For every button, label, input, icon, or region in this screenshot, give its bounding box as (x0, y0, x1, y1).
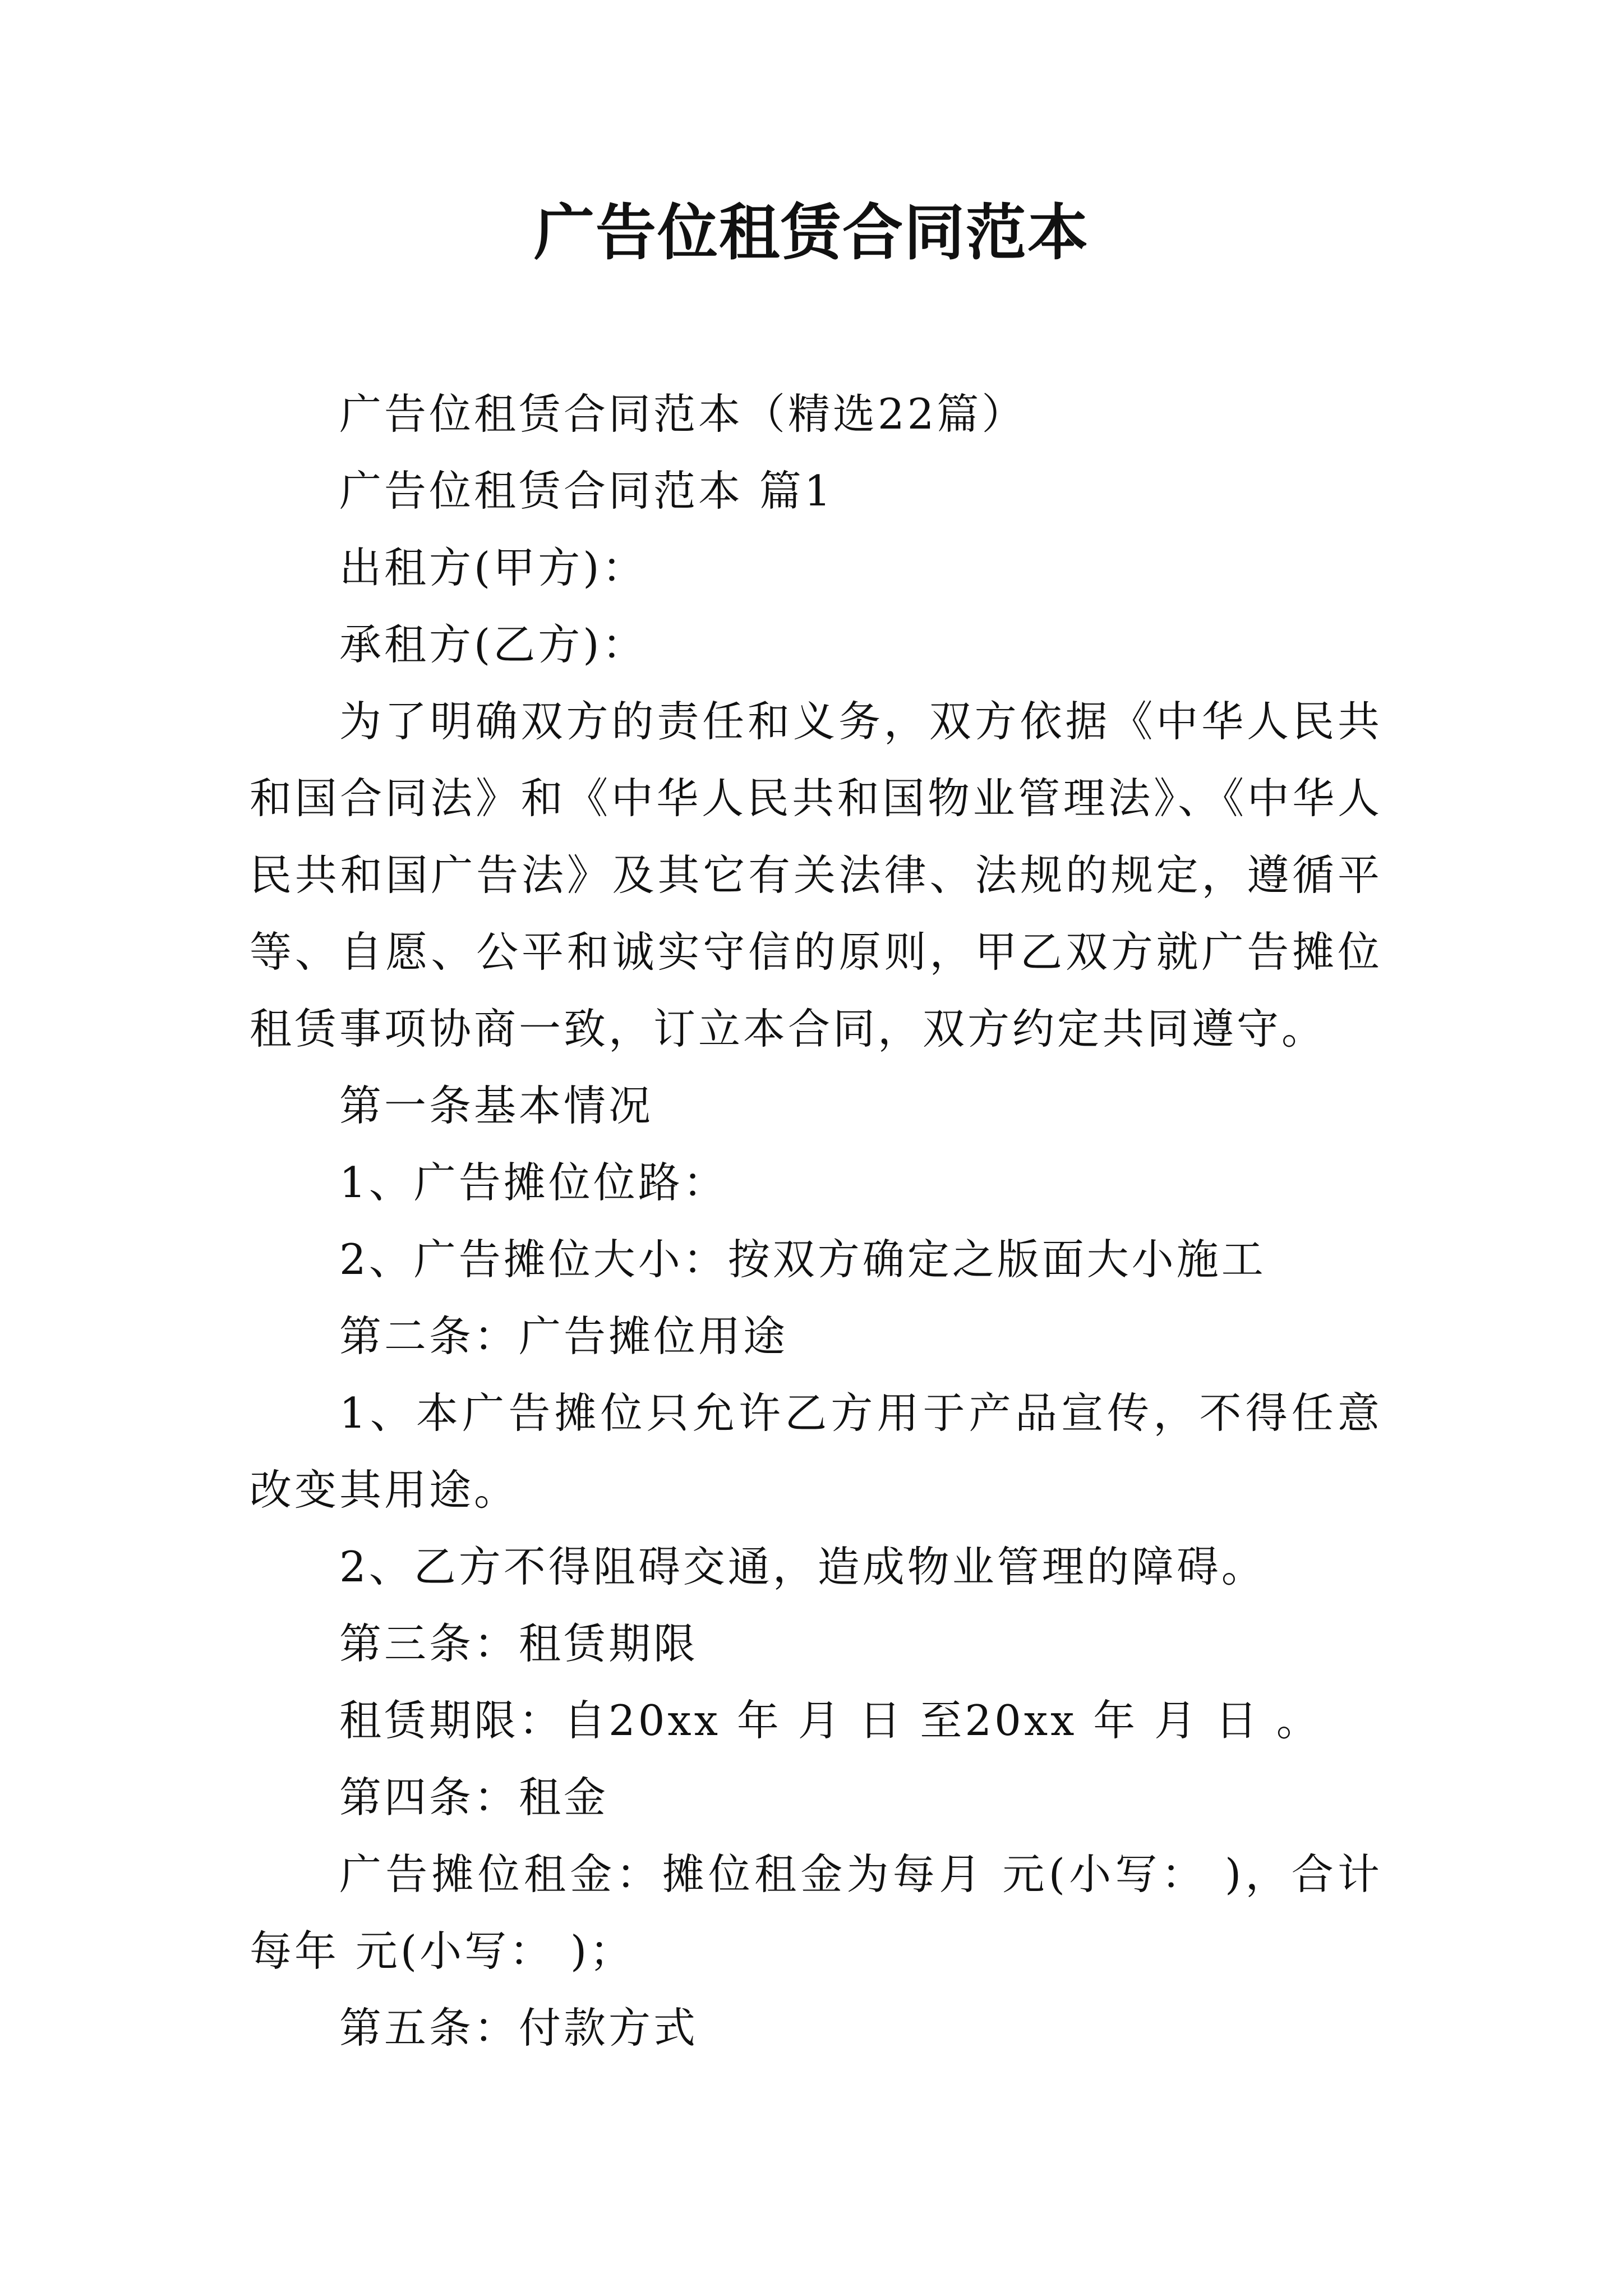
paragraph-article-2-item-1: 1、本广告摊位只允许乙方用于产品宣传，不得任意改变其用途。 (250, 1388, 1382, 1515)
paragraph-lessee: 承租方(乙方)： (339, 620, 647, 669)
paragraph-article-1: 第一条基本情况 (339, 1081, 654, 1130)
paragraph-lessor: 出租方(甲方)： (339, 543, 647, 592)
paragraph-article-4-rent: 广告摊位租金：摊位租金为每月 元(小写： )，合计每年 元(小写： )； (250, 1849, 1382, 1976)
document-title: 广告位租赁合同范本 (533, 197, 1089, 268)
paragraph-article-3-term: 租赁期限：自20xx 年 月 日 至20xx 年 月 日 。 (339, 1696, 1321, 1745)
paragraph-article-4: 第四条：租金 (339, 1773, 609, 1822)
paragraph-article-5: 第五条：付款方式 (339, 2003, 699, 2053)
document-body (250, 376, 1382, 2067)
paragraph-section-heading: 广告位租赁合同范本 篇1 (339, 466, 834, 516)
paragraph-article-1-item-2: 2、广告摊位大小：按双方确定之版面大小施工 (339, 1235, 1266, 1284)
paragraph-article-2: 第二条：广告摊位用途 (339, 1312, 789, 1361)
paragraph-article-2-item-2: 2、乙方不得阻碍交通，造成物业管理的障碍。 (339, 1542, 1266, 1591)
paragraph-subtitle: 广告位租赁合同范本（精选22篇） (339, 389, 1027, 439)
paragraph-article-1-item-1: 1、广告摊位位路： (339, 1158, 728, 1207)
paragraph-article-3: 第三条：租赁期限 (339, 1619, 699, 1668)
paragraph-preamble: 为了明确双方的责任和义务，双方依据《中华人民共和国合同法》和《中华人民共和国物业管理法》、《中华人民共和国广告法》及其它有关法律、法规的规定，遵循平等、自愿、公平和诚实守信的原则，甲乙双方就广告摊位租赁事项协商一致，订立本合同，双方约定共同遵守。 (250, 697, 1382, 1053)
